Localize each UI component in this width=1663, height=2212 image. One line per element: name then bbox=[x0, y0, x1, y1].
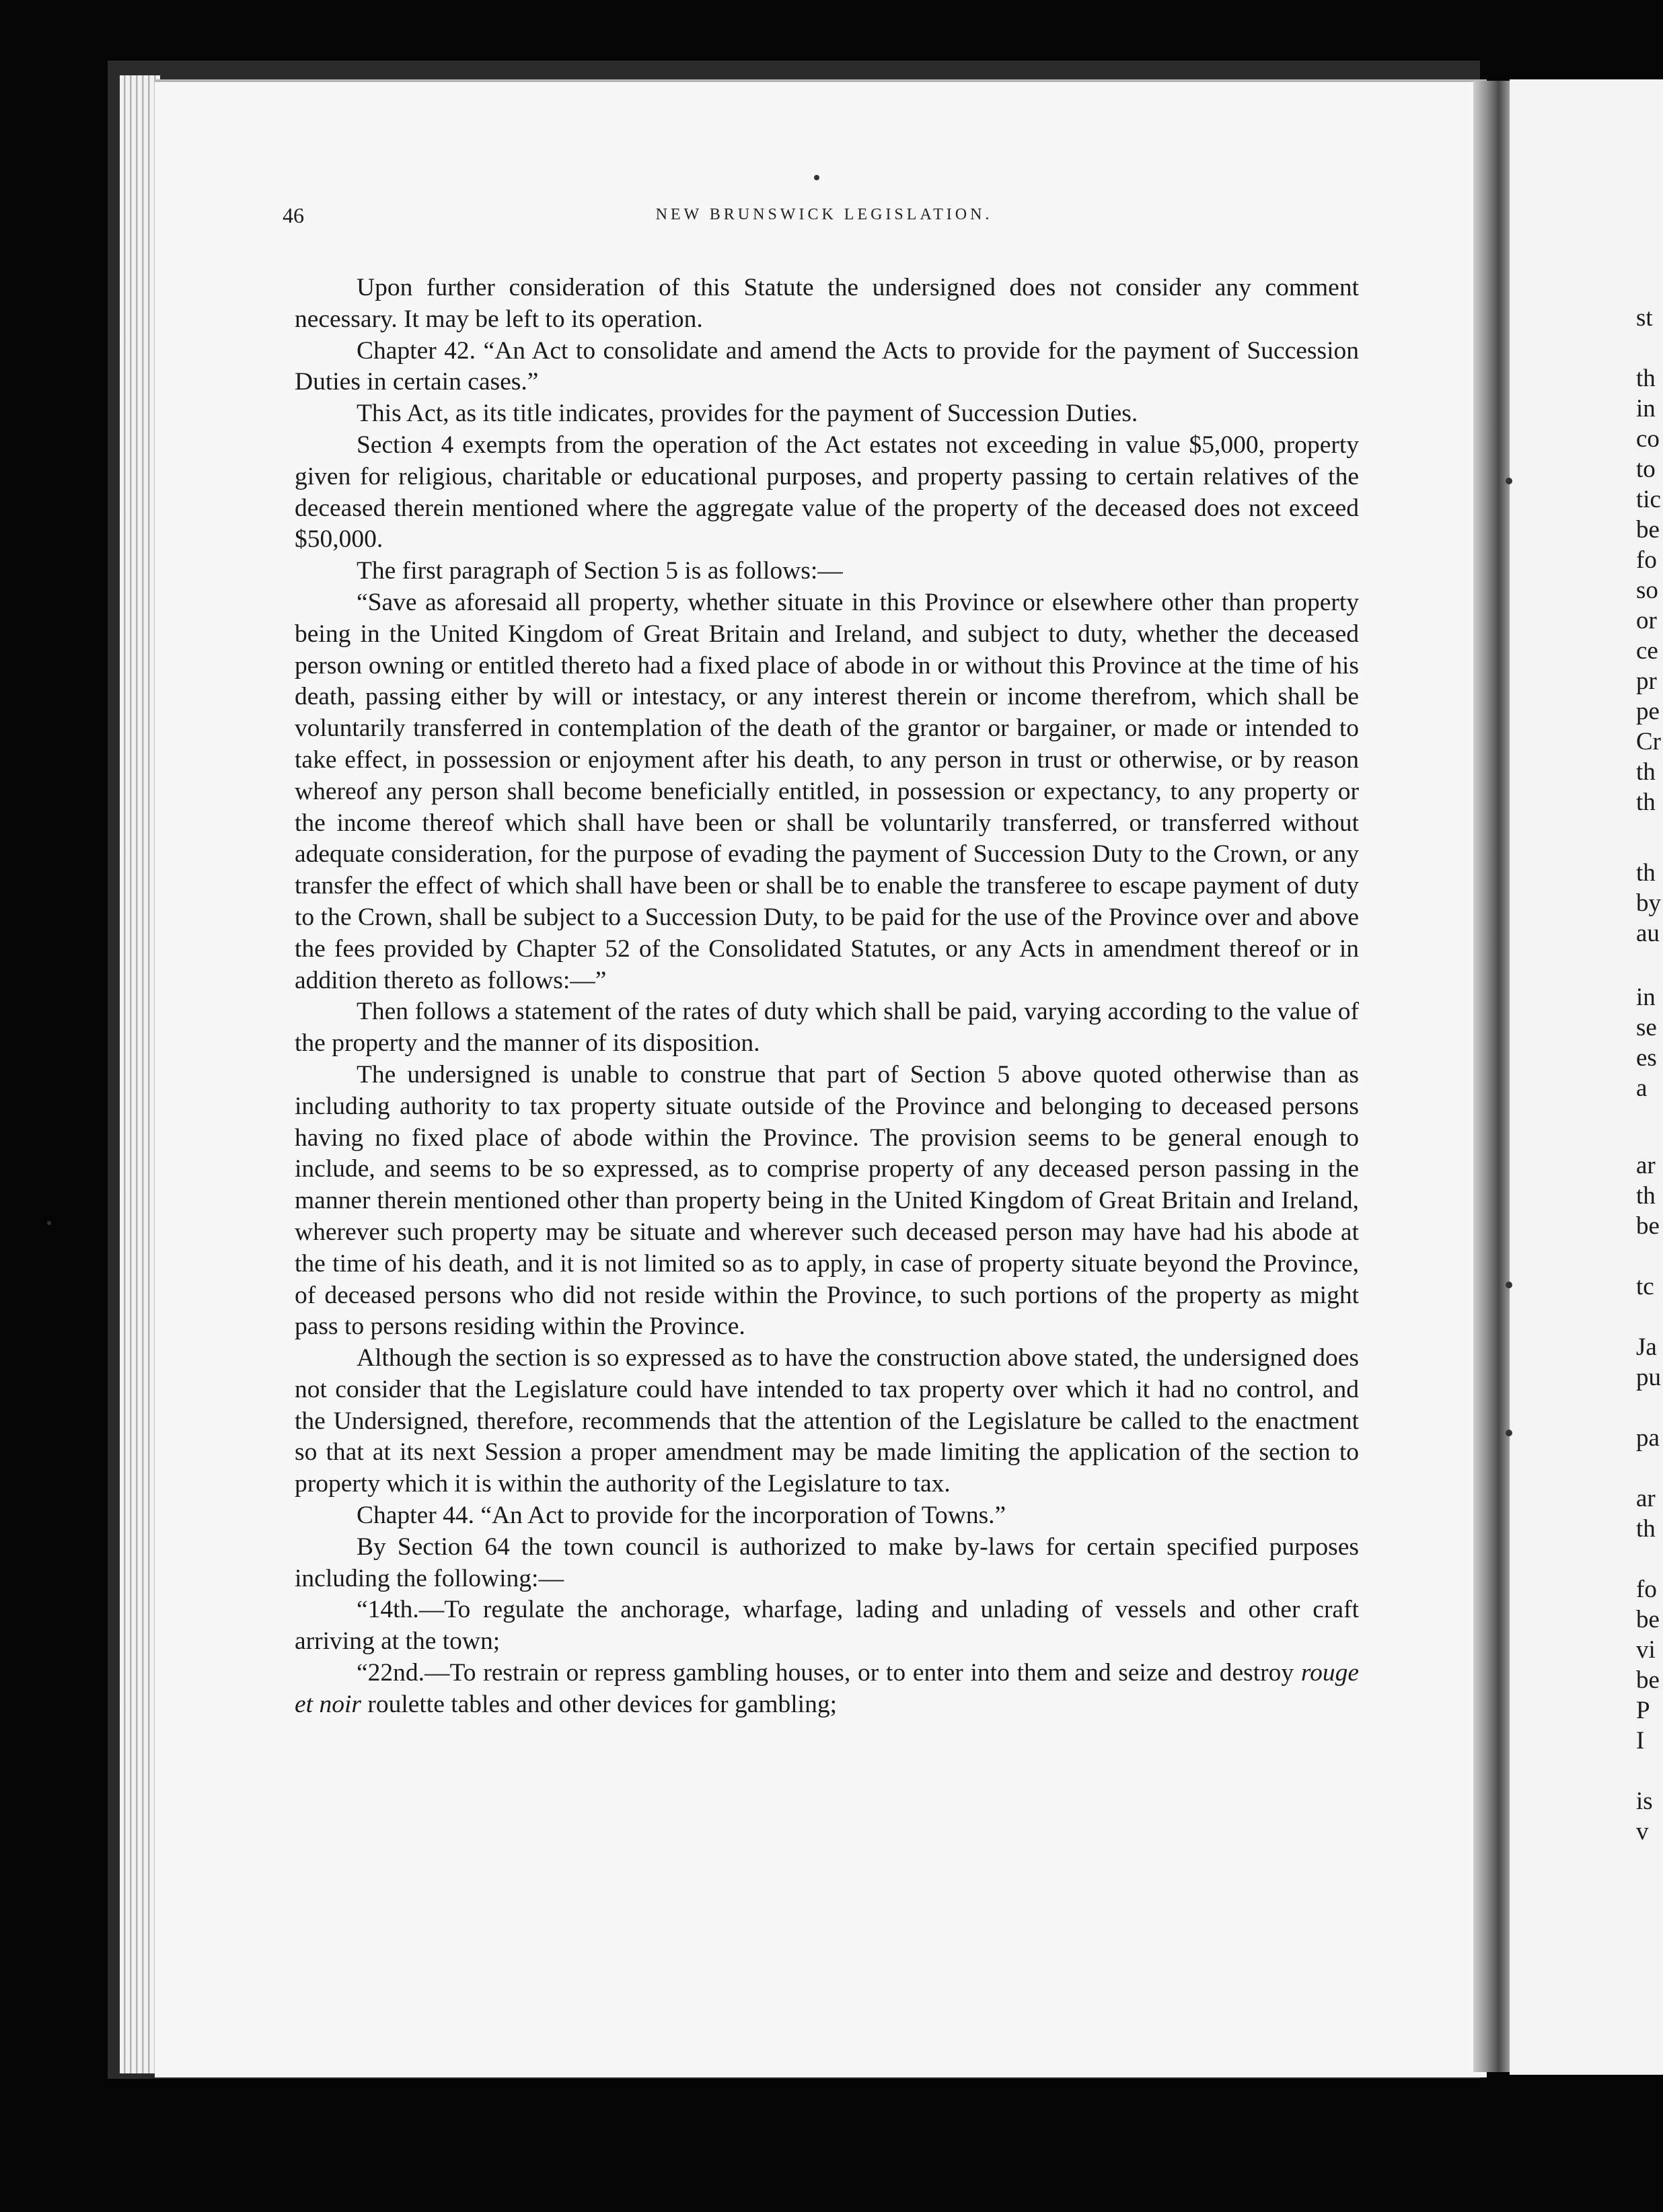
facing-page-fragment: in bbox=[1636, 984, 1656, 1011]
facing-page-fragment: in bbox=[1636, 395, 1656, 422]
facing-page-fragment: es bbox=[1636, 1044, 1657, 1072]
paragraph: By Section 64 the town council is authorized to make by-laws for certain specified purposes including the following:— bbox=[295, 1533, 1359, 1592]
dust-speck bbox=[1506, 1430, 1512, 1436]
facing-page-fragment: a bbox=[1636, 1074, 1648, 1102]
paragraph: Although the section is so expressed as to have the construction above stated, the undersigned does not consider that the Legislature could have intended to tax property over which it had no control, and the Undersigned, therefore, recommends that the attention of the Legislature be called to the enactment so that at its next Session a proper amendment may be made limiting the application of the section to property which it is within the authority of the Legislature to tax. bbox=[295, 1344, 1359, 1498]
paragraph: Chapter 44. “An Act to provide for the incorporation of Towns.” bbox=[357, 1502, 1006, 1530]
facing-page-fragment: fo bbox=[1636, 546, 1657, 574]
facing-page-fragment: pa bbox=[1636, 1424, 1660, 1452]
paragraph: The first paragraph of Section 5 is as follows:— bbox=[357, 557, 843, 585]
facing-page-fragment: co bbox=[1636, 425, 1660, 453]
facing-page-fragment: pe bbox=[1636, 698, 1660, 725]
facing-page-fragment: so bbox=[1636, 577, 1658, 604]
facing-page-fragment: th bbox=[1636, 758, 1656, 786]
facing-page-fragment: vi bbox=[1636, 1636, 1656, 1664]
facing-page-fragment: st bbox=[1636, 304, 1653, 332]
italic-text-run: rouge et noir bbox=[295, 1659, 1359, 1718]
facing-page-fragment: pr bbox=[1636, 667, 1657, 695]
paragraph: Then follows a statement of the rates of duty which shall be paid, varying according to the value of the property and the manner of its disposition. bbox=[295, 998, 1359, 1058]
facing-page-fragment: ar bbox=[1636, 1485, 1656, 1512]
facing-page-fragment: or bbox=[1636, 607, 1657, 634]
facing-page-fragment: th bbox=[1636, 1182, 1656, 1210]
facing-page-fragment: th bbox=[1636, 365, 1656, 392]
facing-page-fragment: by bbox=[1636, 889, 1661, 917]
dust-speck bbox=[1506, 1282, 1512, 1288]
facing-page-fragment: Ja bbox=[1636, 1333, 1657, 1361]
facing-page-fragment: be bbox=[1636, 1212, 1660, 1240]
facing-page-fragment: v bbox=[1636, 1818, 1649, 1845]
dust-speck bbox=[47, 1221, 51, 1225]
facing-page-fragment: P bbox=[1636, 1697, 1650, 1724]
facing-page-fragment: be bbox=[1636, 1606, 1660, 1633]
quoted-paragraph-last bbox=[295, 1658, 1359, 1721]
facing-page-fragment: au bbox=[1636, 920, 1660, 947]
facing-page-fragment: to bbox=[1636, 455, 1656, 483]
facing-page-fragment: ce bbox=[1636, 637, 1658, 665]
facing-page-fragment: pu bbox=[1636, 1364, 1661, 1391]
page-stack-edges bbox=[120, 75, 160, 2073]
quoted-paragraph: “Save as aforesaid all property, whether situate in this Province or elsewhere other than property being in the United Kingdom of Great Britain and Ireland, and subject to duty, whether the deceased person owning or entitled thereto had a fixed place of abode in or without this Province at the time of his death, passing either by will or intestacy, or any interest therein or income therefrom, which shall be voluntarily transferred in contemplation of the death of the grantor or bargainer, or made or intended to take effect, in possession or enjoyment after his death, to any person in trust or otherwise, or by reason whereof any person shall become beneficially entitled, in possession or expectancy, to any property or the income thereof which shall have been or shall be voluntarily transferred, or transferred without adequate consideration, for the purpose of evading the payment of Succession Duty to the Crown, or any transfer the effect of which shall have been or shall be to enable the transferee to escape payment of duty to the Crown, shall be subject to a Succession Duty, to be paid for the use of the Province over and above the fees provided by Chapter 52 of the Consolidated Statutes, or any Acts in amendment thereof or in addition thereto as follows:—” bbox=[295, 588, 1359, 994]
facing-page-fragment: tc bbox=[1636, 1273, 1654, 1300]
facing-page-fragment: th bbox=[1636, 859, 1656, 887]
facing-page-fragment: se bbox=[1636, 1014, 1657, 1041]
running-head bbox=[283, 203, 1366, 230]
book-gutter bbox=[1473, 81, 1510, 2072]
facing-page-fragment: th bbox=[1636, 788, 1656, 816]
quoted-paragraph: “14th.—To regulate the anchorage, wharfage, lading and unlading of vessels and other craft arriving at the town; bbox=[295, 1596, 1359, 1656]
facing-page-fragment: th bbox=[1636, 1515, 1656, 1543]
facing-page-fragment: Cr bbox=[1636, 728, 1661, 755]
running-head-title: NEW BRUNSWICK LEGISLATION. bbox=[655, 206, 993, 223]
text-run: roulette tables and other devices for gambling; bbox=[361, 1690, 838, 1718]
page-number: 46 bbox=[283, 203, 304, 227]
paragraph: The undersigned is unable to construe that part of Section 5 above quoted otherwise than as including authority to tax property situate outside of the Province and belonging to deceased persons having no fixed place of abode within the Province. The provision seems to be general enough to include, and seems to be so expressed, as to comprise property of any deceased person passing in the manner therein mentioned other than property being in the United Kingdom of Great Britain and Ireland, wherever such property may be situate and wherever such deceased person may have had his abode at the time of his death, and it is not limited so as to apply, in case of property situate beyond the Province, of deceased persons who did not reside within the Province, to such portions of the property as might pass to persons residing within the Province. bbox=[295, 1060, 1359, 1341]
dust-speck bbox=[814, 175, 819, 180]
facing-page-fragment: ar bbox=[1636, 1152, 1656, 1179]
paragraph: Chapter 42. “An Act to consolidate and amend the Acts to provide for the payment of Succession Duties in certain cases.” bbox=[295, 336, 1359, 396]
facing-page-fragment: I bbox=[1636, 1727, 1645, 1755]
facing-page-fragment: be bbox=[1636, 1666, 1660, 1694]
paragraph: This Act, as its title indicates, provides for the payment of Succession Duties. bbox=[357, 400, 1138, 428]
facing-page-fragment: tic bbox=[1636, 486, 1661, 513]
paragraph: Upon further consideration of this Statute the undersigned does not consider any comment necessary. It may be left to its operation. bbox=[295, 274, 1359, 333]
body-text bbox=[295, 272, 1359, 1721]
facing-page-fragment: be bbox=[1636, 516, 1660, 544]
paragraph: Section 4 exempts from the operation of the Act estates not exceeding in value $5,000, property given for religious, charitable or educational purposes, and property passing to certain relatives of the deceased therein mentioned where the aggregate value of the property of the deceased does not exceed $50,000. bbox=[295, 431, 1359, 554]
dust-speck bbox=[1506, 478, 1512, 484]
text-run: “22nd.—To restrain or repress gambling houses, or to enter into them and seize and destroy bbox=[357, 1659, 1301, 1687]
facing-page-fragment: is bbox=[1636, 1787, 1653, 1815]
facing-page-fragment: fo bbox=[1636, 1576, 1657, 1603]
